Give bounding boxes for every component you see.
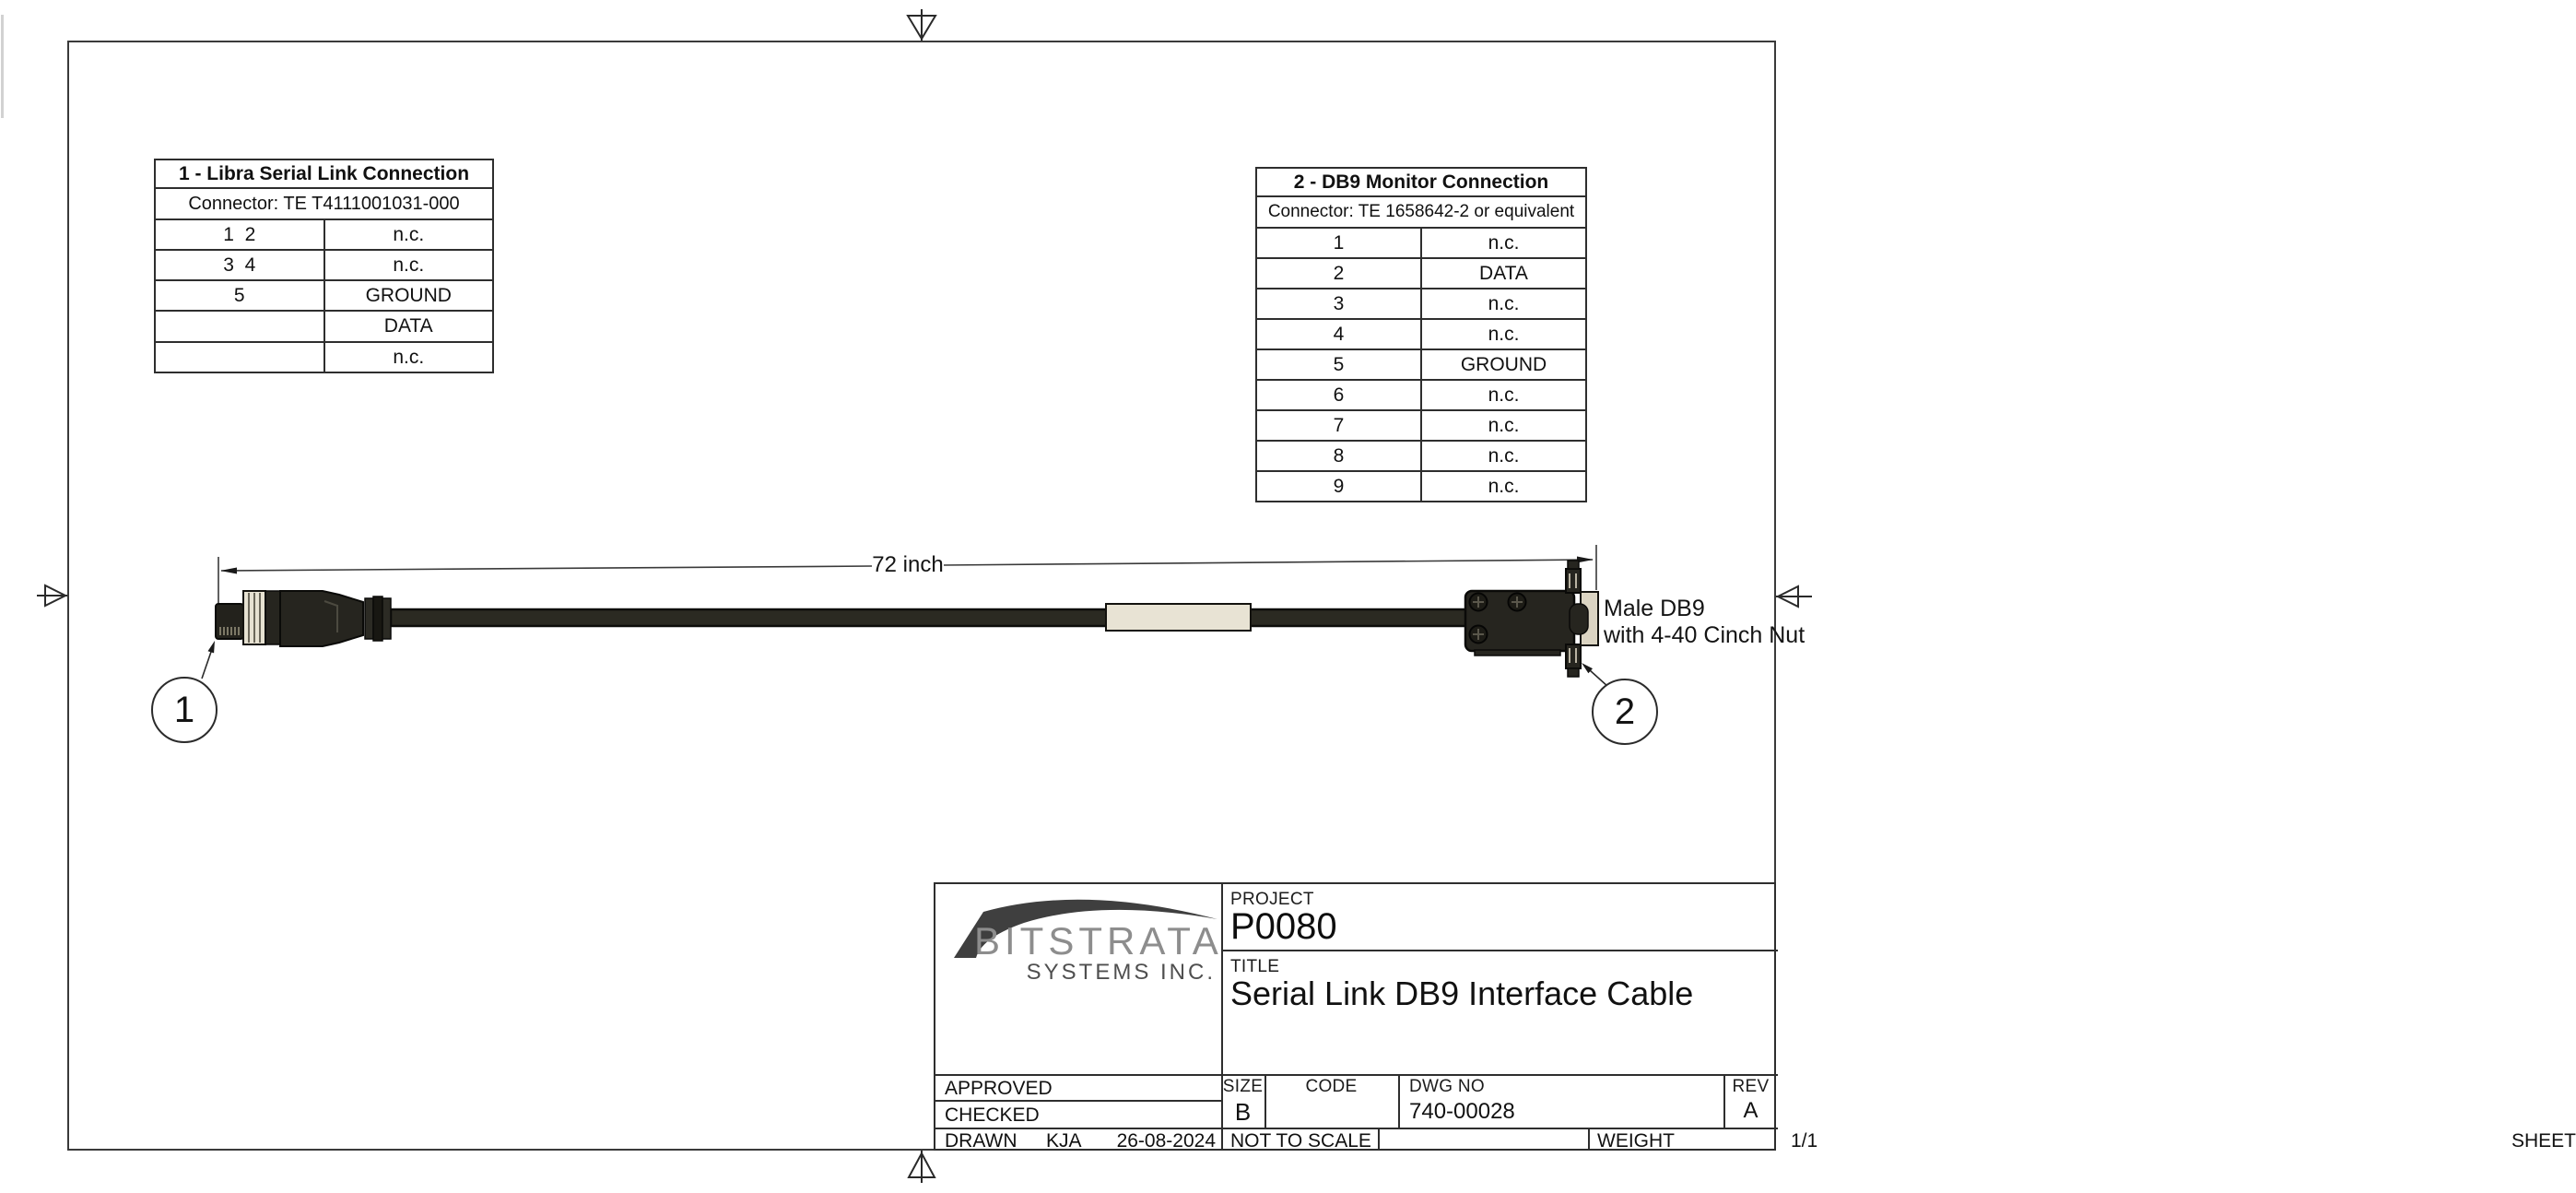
pin-cell: 5 (155, 280, 324, 311)
company-logo (935, 884, 1221, 1074)
signal-cell: GROUND (1421, 349, 1586, 380)
db9-pin-table (1255, 167, 1587, 502)
table-row (1256, 349, 1586, 380)
cable-jacket (391, 609, 1478, 626)
dim-arrow-left-icon (220, 568, 237, 574)
libra-pin-table (154, 159, 494, 373)
table-row (155, 311, 493, 342)
center-mark-bottom-icon (909, 1151, 935, 1183)
db9-connector (1465, 561, 1598, 677)
db9-note-line2: with 4-40 Cinch Nut (1604, 622, 1806, 648)
drawn-name: KJA (1046, 1130, 1082, 1152)
balloon-1-number: 1 (173, 690, 195, 730)
sheet-value: 1/1 (1791, 1130, 1818, 1152)
scale-note: NOT TO SCALE (1230, 1130, 1371, 1152)
pin-cell: 8 (1256, 441, 1421, 471)
sheet-label: SHEET (2511, 1130, 2576, 1152)
title-label: TITLE (1230, 957, 1280, 976)
pin-cell: 9 (1256, 471, 1421, 502)
logo-tagline-text: SYSTEMS INC. (1026, 960, 1216, 985)
pin-cell: 1 2 (155, 219, 324, 250)
pin-cell: 5 (1256, 349, 1421, 380)
pin-cell (155, 342, 324, 372)
table-row (1256, 471, 1586, 502)
project-label: PROJECT (1230, 890, 1314, 909)
table-row (1256, 258, 1586, 289)
weight-label: WEIGHT (1597, 1130, 1675, 1152)
table-row (1256, 289, 1586, 319)
dwg-no-label: DWG NO (1409, 1077, 1486, 1096)
db9-table-title: 2 - DB9 Monitor Connection (1256, 168, 1586, 196)
table-row (1256, 441, 1586, 471)
signal-cell: n.c. (1421, 228, 1586, 258)
libra-table-subtitle: Connector: TE T4111001031-000 (155, 188, 493, 219)
db9-note (1604, 596, 1805, 649)
pin-cell: 3 (1256, 289, 1421, 319)
rev-label: REV (1732, 1077, 1770, 1096)
pin-cell: 4 (1256, 319, 1421, 349)
drawn-date: 26-08-2024 (1116, 1130, 1216, 1152)
dwg-no-value: 740-00028 (1409, 1099, 1515, 1124)
pin-cell: 3 4 (155, 250, 324, 280)
approved-label: APPROVED (945, 1078, 1053, 1099)
dimension-label: 72 inch (872, 552, 944, 577)
signal-cell: n.c. (1421, 471, 1586, 502)
pin-cell: 1 (1256, 228, 1421, 258)
signal-cell: DATA (1421, 258, 1586, 289)
signal-cell: n.c. (324, 250, 494, 280)
center-mark-left-icon (37, 585, 67, 606)
signal-cell: n.c. (1421, 441, 1586, 471)
db9-note-line1: Male DB9 (1604, 596, 1705, 621)
balloon-2-number: 2 (1614, 691, 1636, 732)
title-value: Serial Link DB9 Interface Cable (1230, 974, 1694, 1012)
size-label: SIZE (1222, 1077, 1264, 1096)
signal-cell: n.c. (1421, 319, 1586, 349)
table-row (155, 250, 493, 280)
table-row (155, 219, 493, 250)
pin-cell: 7 (1256, 410, 1421, 441)
signal-cell: n.c. (324, 219, 494, 250)
pin-cell: 2 (1256, 258, 1421, 289)
logo-brand-text: BITSTRATA (974, 919, 1223, 963)
signal-cell: n.c. (1421, 289, 1586, 319)
libra-table-title: 1 - Libra Serial Link Connection (155, 159, 493, 188)
table-row (1256, 380, 1586, 410)
size-value: B (1234, 1098, 1252, 1126)
rev-value: A (1743, 1098, 1759, 1123)
project-value: P0080 (1230, 906, 1337, 947)
checked-label: CHECKED (945, 1104, 1040, 1126)
signal-cell: n.c. (324, 342, 494, 372)
table-row (1256, 410, 1586, 441)
center-mark-top-icon (908, 9, 935, 41)
pin-cell: 6 (1256, 380, 1421, 410)
table-row (155, 280, 493, 311)
signal-cell: n.c. (1421, 410, 1586, 441)
signal-cell: DATA (324, 311, 494, 342)
m12-connector (216, 591, 391, 646)
signal-cell: GROUND (324, 280, 494, 311)
db9-table-subtitle: Connector: TE 1658642-2 or equivalent (1256, 196, 1586, 228)
table-row (1256, 228, 1586, 258)
pin-cell (155, 311, 324, 342)
drawn-label: DRAWN (945, 1130, 1017, 1152)
table-row (1256, 319, 1586, 349)
title-block (934, 882, 2576, 1152)
table-row (155, 342, 493, 372)
code-label: CODE (1305, 1077, 1358, 1096)
cable-label-sleeve (1106, 604, 1251, 631)
signal-cell: n.c. (1421, 380, 1586, 410)
